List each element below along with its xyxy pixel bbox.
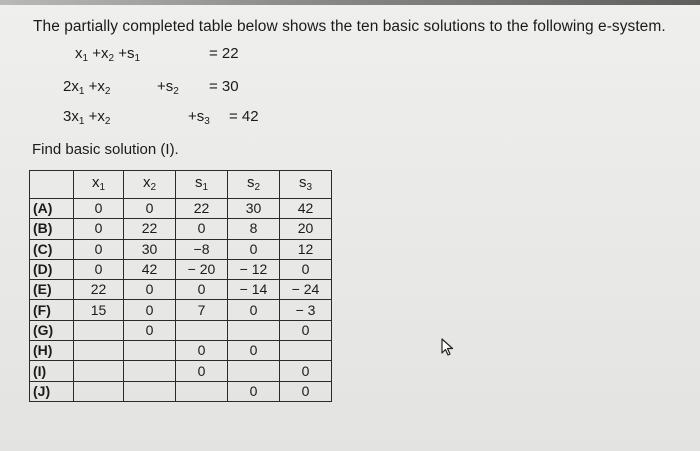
table-cell: −8 bbox=[176, 239, 228, 259]
eq1-term-3: $+s_1$ bbox=[118, 45, 141, 64]
row-label: (I) bbox=[30, 361, 74, 381]
table-cell: − 12 bbox=[228, 259, 280, 279]
table-cell bbox=[74, 381, 124, 401]
col-header-x1: $x_1$ bbox=[74, 171, 124, 199]
table-row bbox=[30, 199, 332, 219]
eq3-term-3: $+s_3$ bbox=[188, 108, 210, 127]
table-cell: 22 bbox=[176, 199, 228, 219]
eq2-term-3: $+s_2$ bbox=[157, 78, 179, 97]
table-cell bbox=[176, 381, 228, 401]
table-cell: 0 bbox=[280, 361, 332, 381]
table-cell: − 20 bbox=[176, 259, 228, 279]
table-cell: 0 bbox=[176, 361, 228, 381]
top-shadow-edge bbox=[0, 0, 700, 5]
table-cell: 0 bbox=[280, 259, 332, 279]
table-cell bbox=[74, 361, 124, 381]
corner-cell bbox=[30, 171, 74, 199]
equation-3-rhs: = 42 bbox=[229, 108, 259, 125]
equation-1-rhs: = 22 bbox=[209, 45, 239, 62]
eq3-term-1: $3x_1$ bbox=[63, 108, 85, 127]
row-label: (H) bbox=[30, 341, 74, 361]
table-cell bbox=[176, 320, 228, 340]
table-cell: 30 bbox=[124, 239, 176, 259]
col-header-s2: $s_2$ bbox=[228, 171, 280, 199]
row-label: (B) bbox=[30, 219, 74, 239]
row-label: (J) bbox=[30, 381, 74, 401]
eq3-term-2: $+x_2$ bbox=[88, 108, 111, 127]
table-cell: 7 bbox=[176, 300, 228, 320]
table-cell: 0 bbox=[176, 341, 228, 361]
table-cell: 0 bbox=[124, 280, 176, 300]
table-cell: 0 bbox=[176, 219, 228, 239]
table-cell: 0 bbox=[74, 199, 124, 219]
table-cell: 0 bbox=[74, 259, 124, 279]
table-cell bbox=[74, 341, 124, 361]
row-label: (D) bbox=[30, 259, 74, 279]
table-row bbox=[30, 341, 332, 361]
table-cell: 0 bbox=[74, 219, 124, 239]
eq2-term-1: $2x_1$ bbox=[63, 78, 85, 97]
equation-2-rhs: = 30 bbox=[209, 78, 239, 95]
col-header-x2: $x_2$ bbox=[124, 171, 176, 199]
table-cell: 30 bbox=[228, 199, 280, 219]
table-cell bbox=[228, 361, 280, 381]
table-cell: 20 bbox=[280, 219, 332, 239]
table-row bbox=[30, 280, 332, 300]
table-cell: 0 bbox=[228, 381, 280, 401]
col-header-s1: $s_1$ bbox=[176, 171, 228, 199]
table-row bbox=[30, 381, 332, 401]
table-cell: 15 bbox=[74, 300, 124, 320]
table-cell: − 14 bbox=[228, 280, 280, 300]
table-cell: 0 bbox=[124, 320, 176, 340]
table-row bbox=[30, 320, 332, 340]
table-cell: − 24 bbox=[280, 280, 332, 300]
table-row bbox=[30, 259, 332, 279]
table-cell: 42 bbox=[280, 199, 332, 219]
table-cell: 0 bbox=[124, 199, 176, 219]
table-cell: 0 bbox=[124, 300, 176, 320]
table-row bbox=[30, 300, 332, 320]
equation-2 bbox=[63, 78, 110, 97]
eq1-term-2: $+x_2$ bbox=[92, 45, 115, 64]
table-cell: 12 bbox=[280, 239, 332, 259]
table-cell bbox=[124, 341, 176, 361]
table-cell bbox=[74, 320, 124, 340]
table-cell: 0 bbox=[280, 320, 332, 340]
row-label: (E) bbox=[30, 280, 74, 300]
table-row bbox=[30, 361, 332, 381]
basic-solutions-table bbox=[29, 170, 332, 402]
row-label: (A) bbox=[30, 199, 74, 219]
table-cell: 22 bbox=[124, 219, 176, 239]
table-cell bbox=[124, 361, 176, 381]
table-cell bbox=[280, 341, 332, 361]
prompt-text: Find basic solution (I). bbox=[32, 141, 179, 158]
table-cell: 22 bbox=[74, 280, 124, 300]
equation-1 bbox=[75, 45, 140, 64]
table-cell: 42 bbox=[124, 259, 176, 279]
row-label: (G) bbox=[30, 320, 74, 340]
table-cell: 0 bbox=[228, 239, 280, 259]
col-header-s3: $s_3$ bbox=[280, 171, 332, 199]
table-cell: 0 bbox=[74, 239, 124, 259]
question-text: The partially completed table below shows the ten basic solutions to the following e-system. bbox=[33, 18, 666, 35]
table-cell: 8 bbox=[228, 219, 280, 239]
table-cell bbox=[124, 381, 176, 401]
table-cell bbox=[228, 320, 280, 340]
eq2-term-2: $+x_2$ bbox=[88, 78, 111, 97]
table-cell: 0 bbox=[228, 300, 280, 320]
table-row bbox=[30, 239, 332, 259]
table-cell: 0 bbox=[176, 280, 228, 300]
mouse-pointer-icon bbox=[440, 337, 456, 357]
table-cell: 0 bbox=[280, 381, 332, 401]
equation-3 bbox=[63, 108, 110, 127]
row-label: (F) bbox=[30, 300, 74, 320]
table-header-row bbox=[30, 171, 332, 199]
eq1-term-1: $x_1$ bbox=[75, 45, 89, 64]
table-cell: 0 bbox=[228, 341, 280, 361]
row-label: (C) bbox=[30, 239, 74, 259]
table-row bbox=[30, 219, 332, 239]
table-cell: − 3 bbox=[280, 300, 332, 320]
